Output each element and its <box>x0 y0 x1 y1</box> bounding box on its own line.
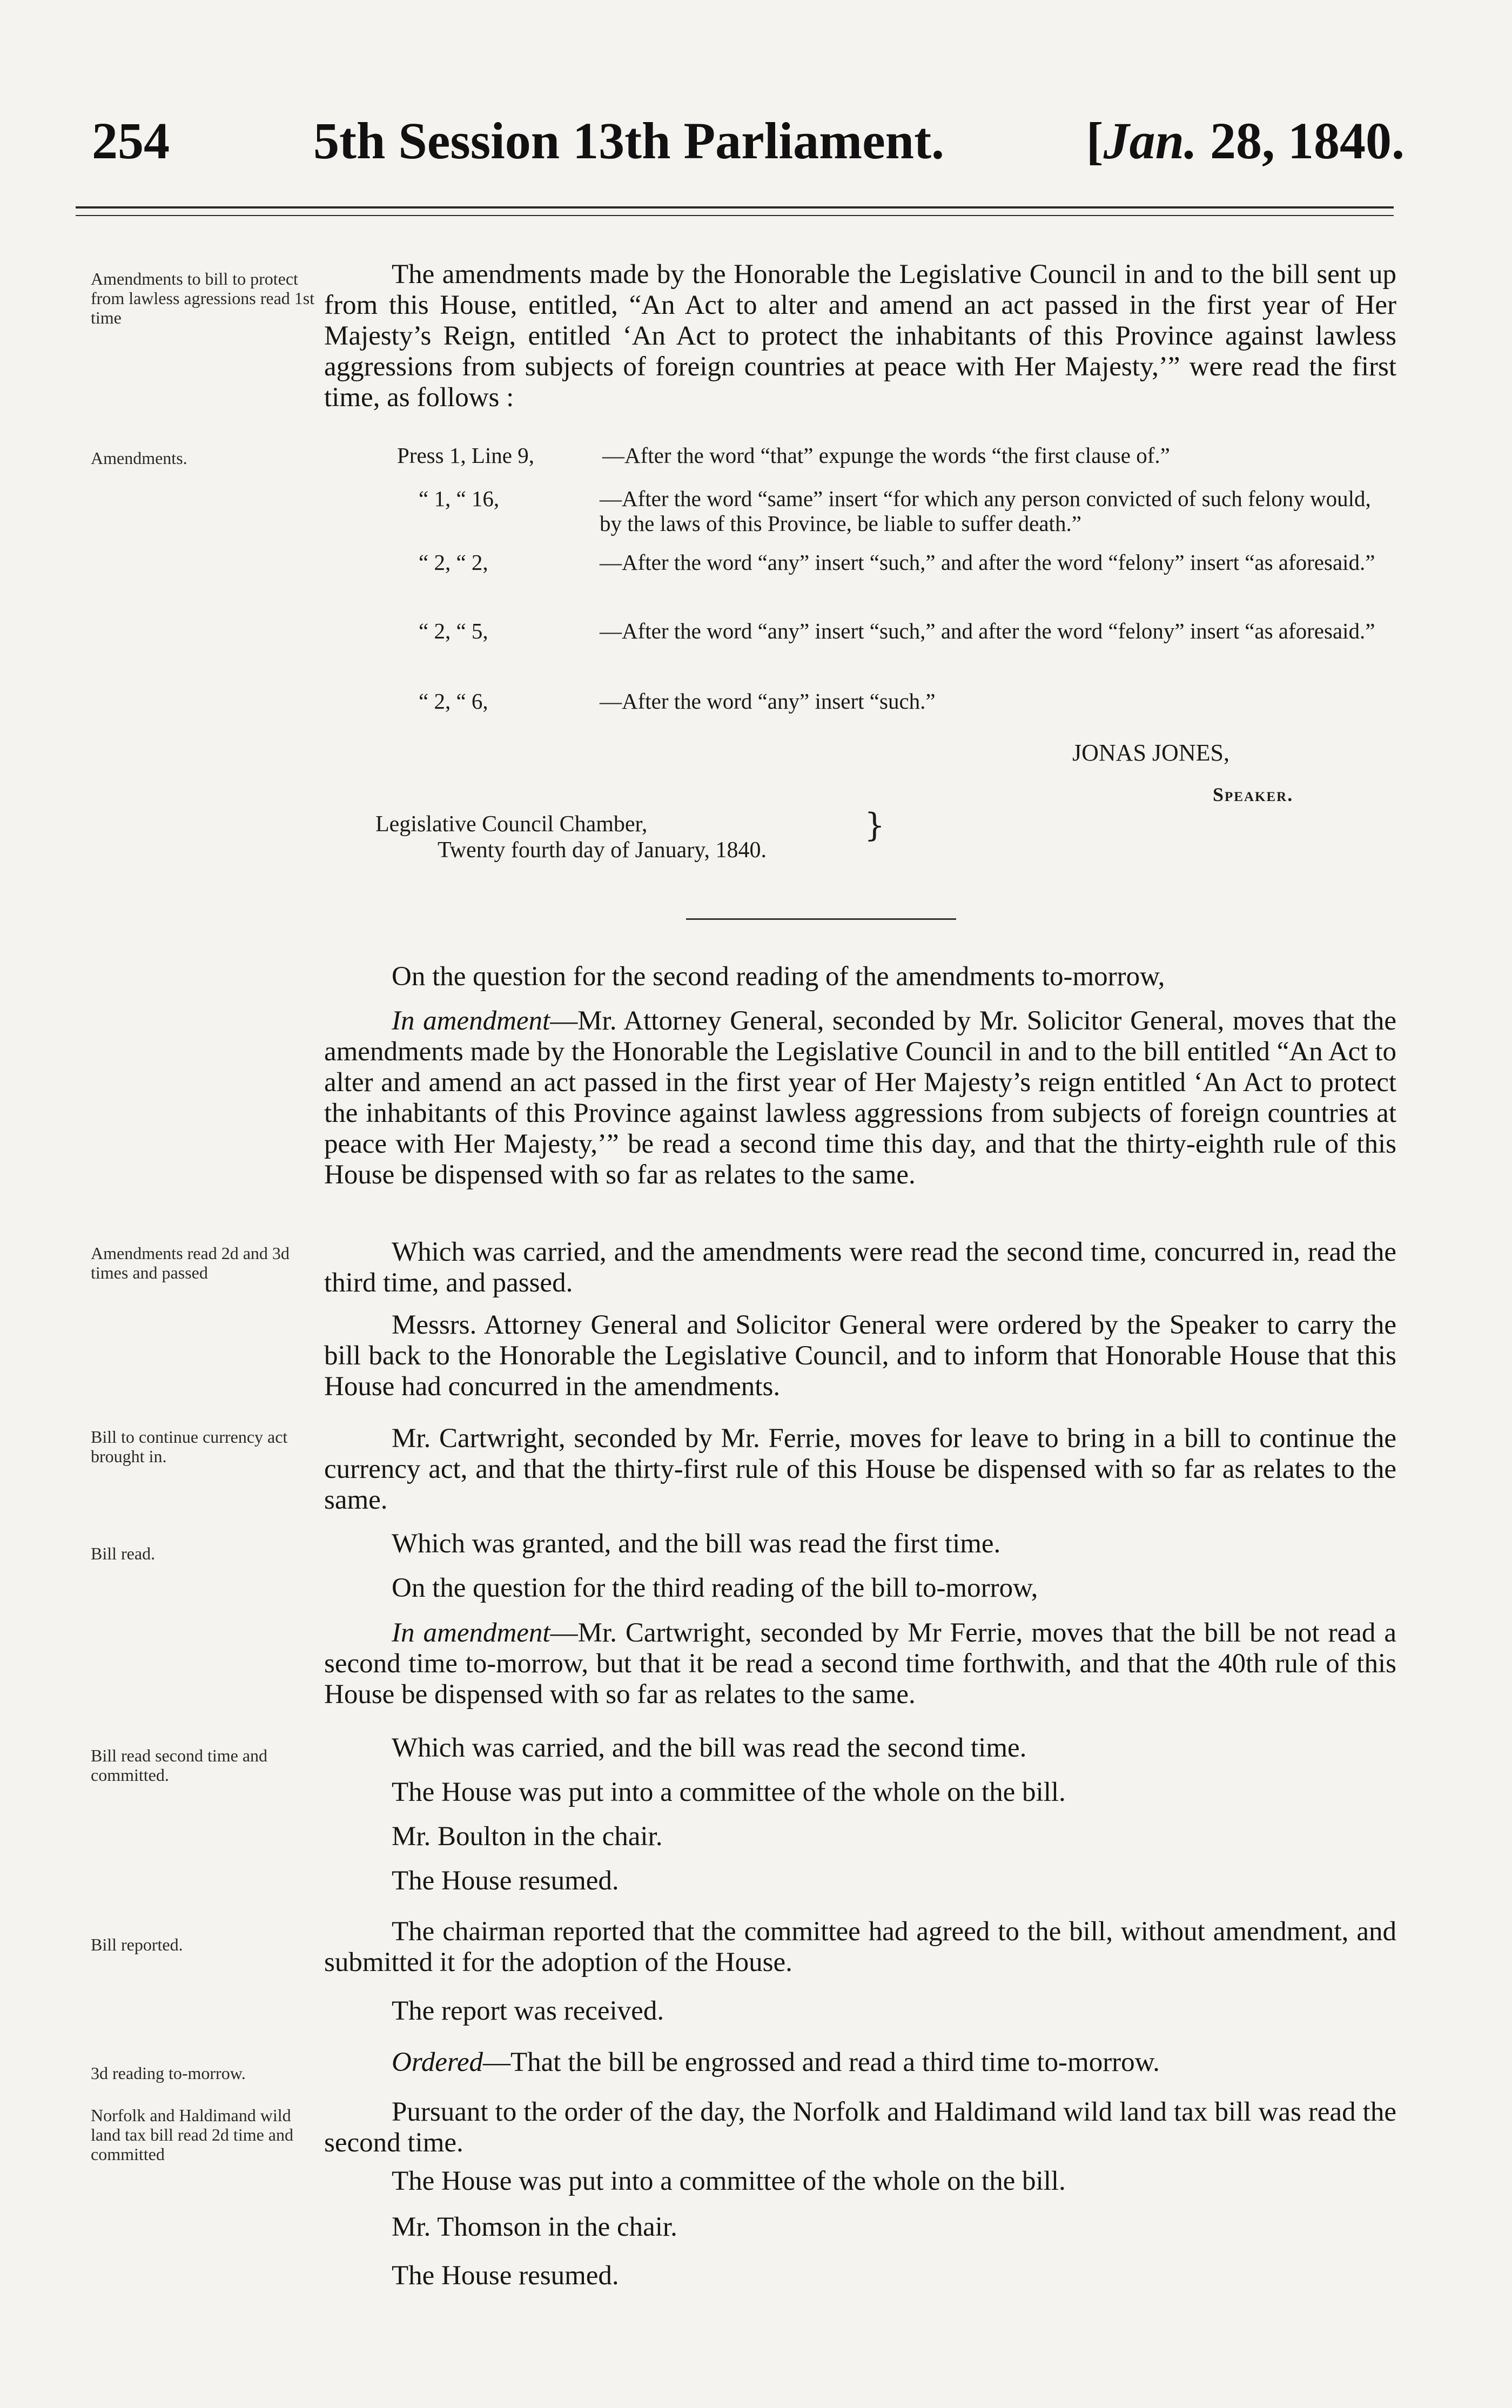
paragraph-granted <box>324 1529 1396 1559</box>
paragraph-chair-thomson <box>324 2212 1396 2243</box>
council-date: Twenty fourth day of January, 1840. <box>438 838 767 863</box>
section-divider <box>686 918 956 920</box>
amendment-text: —After the word “any” insert “such.” <box>600 689 936 714</box>
paragraph-text: The amendments made by the Honorable the Legislative Council in and to the bill sent up from this House, entitled, “An Act to alter and amend an act passed in the first year of Her Majesty’s Reign, entitled ‘An Act to protect the inhabitants of this Province against lawless aggressions from subjects of foreign countries at peace with Her Majesty,’” were read the first time, as follows : <box>324 259 1396 413</box>
margin-note-third-reading: 3d reading to-morrow. <box>91 2063 246 2083</box>
paragraph-text: Mr. Thomson in the chair. <box>392 2212 677 2242</box>
page-header <box>92 111 1405 176</box>
paragraph-lead: In amendment <box>392 1618 550 1648</box>
paragraph-resumed <box>324 1866 1396 1896</box>
amendment-text: —After the word “any” insert “such,” and after the word “felony” insert “as aforesaid.” <box>600 618 1375 643</box>
paragraph-amendment-motion <box>324 1006 1396 1190</box>
paragraph-text: Mr. Boulton in the chair. <box>392 1821 663 1852</box>
paragraph-committee <box>324 1777 1396 1808</box>
margin-note-norfolk: Norfolk and Haldimand wild land tax bill read 2d time and committed <box>91 2106 293 2164</box>
paragraph-text: The House resumed. <box>392 1866 619 1896</box>
amendment-location: Press 1, Line 9, <box>397 443 534 468</box>
paragraph-text: Which was granted, and the bill was read the first time. <box>392 1529 1001 1559</box>
paragraph-text: —Mr. Attorney General, seconded by Mr. Solicitor General, moves that the amendments made by the Honorable the Legislative Council in and to the bill entitled “An Act to alter and amend an act passed in the first year of Her Majesty’s reign entitled ‘An Act to protect the inhabitants of this Province against lawless aggressions from subjects of foreign countries at peace with Her Majesty,’” be read a second time this day, and that the thirty-eighth rule of this House be dispensed with so far as relates to the same. <box>324 1006 1396 1190</box>
date-month: Jan. <box>1103 112 1197 170</box>
paragraph-text: —Mr. Cartwright, seconded by Mr Ferrie, moves that the bill be not read a second time to-morrow, but that it be read a second time forthwith, and that the 40th rule of this House be dispensed with so far as relates to the same. <box>324 1618 1396 1710</box>
amendment-location: “ 2, “ 6, <box>419 689 488 714</box>
paragraph-lead: In amendment <box>392 1006 550 1036</box>
paragraph-chairman-reported <box>324 1916 1396 1978</box>
amendment-location: “ 2, “ 2, <box>419 550 488 575</box>
paragraph-resumed-final <box>324 2261 1396 2291</box>
margin-note-bill-read: Bill read. <box>91 1544 156 1563</box>
speaker-title: Speaker. <box>1213 784 1294 805</box>
margin-note-amendments-first: Amendments to bill to protect from lawless agressions read 1st time <box>91 269 315 327</box>
council-chamber: Legislative Council Chamber, <box>375 812 648 837</box>
margin-note-bill-second: Bill read second time and committed. <box>91 1746 268 1785</box>
paragraph-text: On the question for the second reading of the amendments to-morrow, <box>392 961 1165 992</box>
paragraph-text: Which was carried, and the amendments were read the second time, concurred in, read the third time, and passed. <box>324 1237 1396 1298</box>
amendment-location: “ 1, “ 16, <box>419 486 500 511</box>
paragraph-question-second <box>324 961 1396 992</box>
header-date <box>1086 111 1405 171</box>
paragraph-question-third <box>324 1573 1396 1604</box>
date-bracket: [ <box>1086 112 1104 170</box>
date-rest: 28, 1840. <box>1197 112 1405 170</box>
margin-note-bill-currency: Bill to continue currency act brought in. <box>91 1427 288 1466</box>
margin-note-amendments: Amendments. <box>91 448 187 468</box>
amendment-text: —After the word “that” expunge the words “the first clause of.” <box>602 443 1170 468</box>
amendment-location: “ 2, “ 5, <box>419 618 488 643</box>
paragraph-text: —That the bill be engrossed and read a third time to-morrow. <box>483 2047 1160 2077</box>
paragraph-text: On the question for the third reading of the bill to-morrow, <box>392 1573 1038 1603</box>
amendment-item <box>419 486 1396 540</box>
paragraph-text: The House was put into a committee of the whole on the bill. <box>392 1777 1066 1807</box>
amendment-text: —After the word “same” insert “for which any person convicted of such felony would, by the laws of this Province, be liable to suffer death.” <box>600 486 1371 536</box>
header-rule-top <box>76 206 1394 208</box>
paragraph-ordered <box>324 2047 1396 2078</box>
amendment-item <box>419 618 1396 672</box>
speaker-name: JONAS JONES, <box>1072 739 1229 766</box>
paragraph-currency-motion <box>324 1423 1396 1516</box>
page-number: 254 <box>92 112 170 170</box>
amendment-item <box>419 689 1396 716</box>
paragraph-text: The House resumed. <box>392 2261 619 2291</box>
paragraph-text: The House was put into a committee of the whole on the bill. <box>392 2166 1066 2196</box>
brace-glyph: } <box>864 806 885 844</box>
paragraph-text: The report was received. <box>392 1996 664 2026</box>
paragraph-text: Pursuant to the order of the day, the Norfolk and Haldimand wild land tax bill was read the second time. <box>324 2097 1396 2158</box>
paragraph-norfolk <box>324 2097 1396 2158</box>
paragraph-lead: Ordered <box>392 2047 483 2077</box>
paragraph-text: Mr. Cartwright, seconded by Mr. Ferrie, moves for leave to bring in a bill to continue the currency act, and that the thirty-first rule of this House be dispensed with so far as relates to the same. <box>324 1423 1396 1515</box>
paragraph-second-reading-carried <box>324 1733 1396 1764</box>
paragraph-text: The chairman reported that the committee had agreed to the bill, without amendment, and submitted it for the adoption of the House. <box>324 1916 1396 1977</box>
margin-note-amendments-passed: Amendments read 2d and 3d times and passed <box>91 1243 290 1282</box>
amendment-item <box>397 443 1396 470</box>
margin-note-bill-reported: Bill reported. <box>91 1935 183 1954</box>
amendment-text: —After the word “any” insert “such,” and after the word “felony” insert “as aforesaid.” <box>600 550 1375 575</box>
paragraph-amendments-carried <box>324 1237 1396 1299</box>
paragraph-messengers <box>324 1310 1396 1402</box>
amendment-item <box>419 550 1396 604</box>
paragraph-cartwright-amendment <box>324 1618 1396 1710</box>
paragraph-text: Which was carried, and the bill was read the second time. <box>392 1733 1027 1763</box>
paragraph-first-reading <box>324 259 1396 413</box>
session-title: 5th Session 13th Parliament. <box>313 112 945 170</box>
paragraph-text: Messrs. Attorney General and Solicitor General were ordered by the Speaker to carry the bill back to the Honorable the Legislative Council, and to inform that Honorable House that this House had concurred in the amendments. <box>324 1310 1396 1402</box>
paragraph-report-received <box>324 1996 1396 2027</box>
header-rule-bottom <box>76 215 1394 216</box>
paragraph-chair-boulton <box>324 1821 1396 1852</box>
paragraph-committee-norfolk <box>324 2166 1396 2197</box>
